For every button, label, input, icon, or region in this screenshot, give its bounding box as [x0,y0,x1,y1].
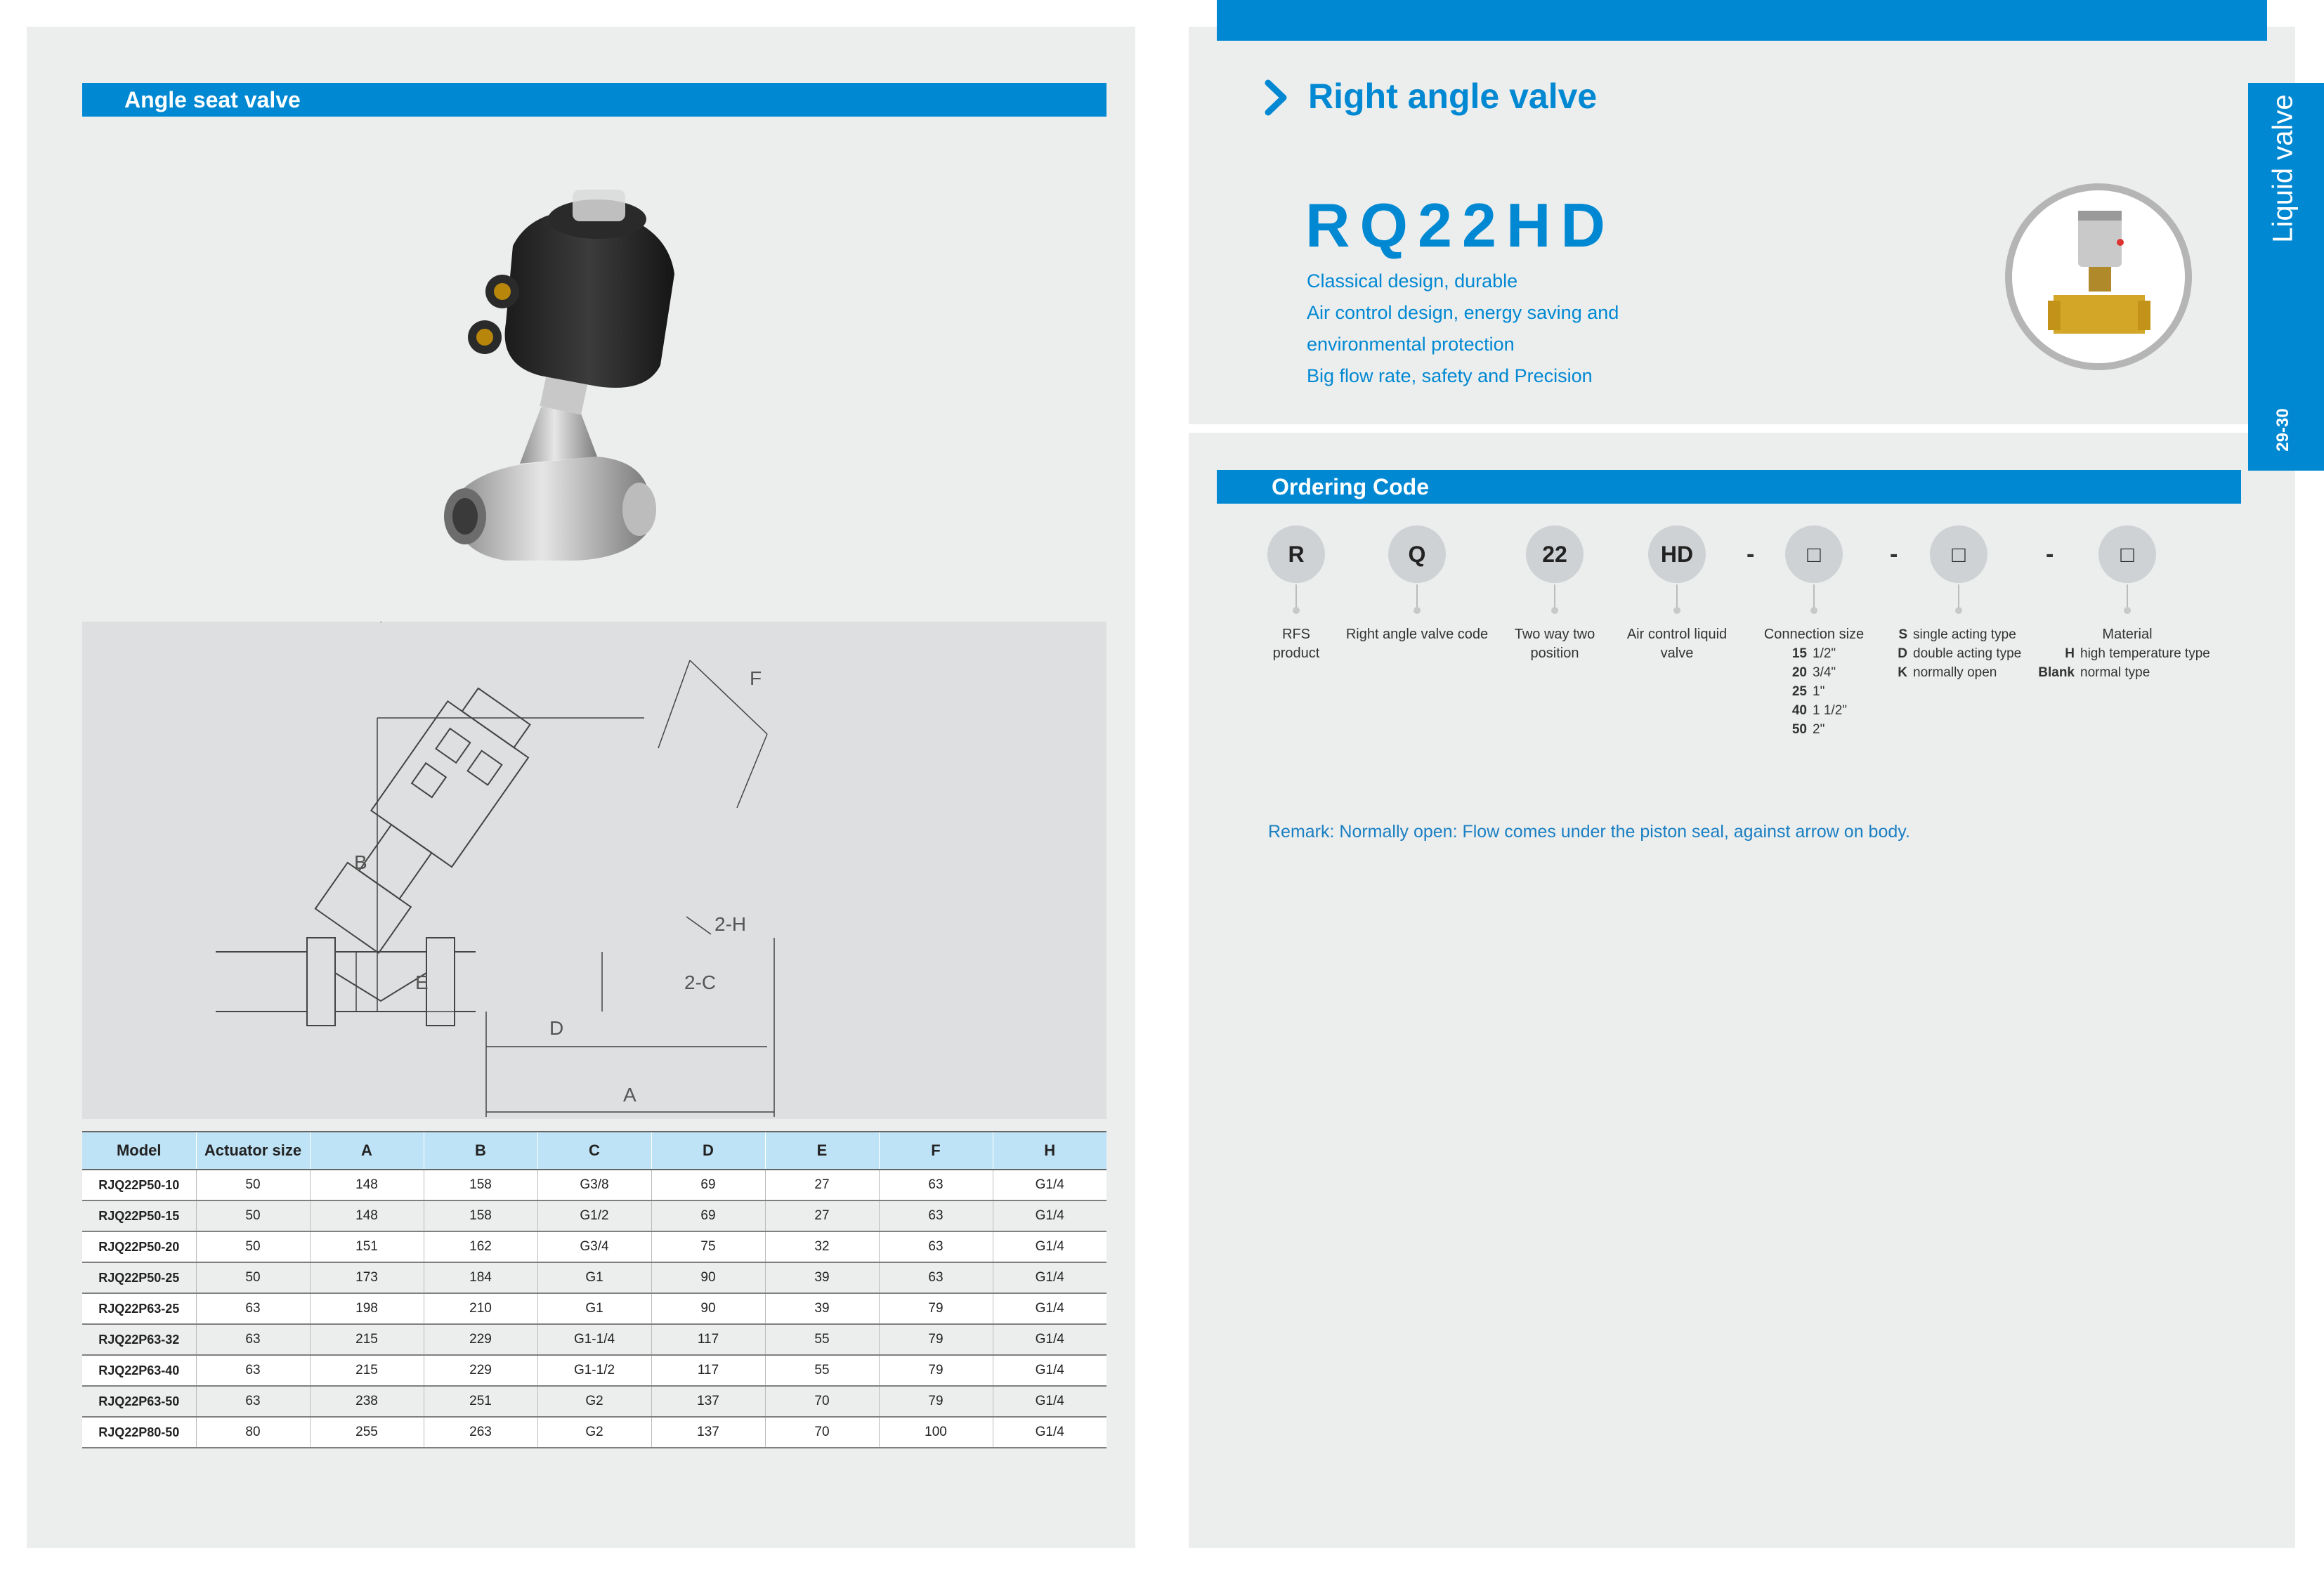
table-cell: G1/4 [993,1231,1106,1262]
table-row [82,1170,1106,1200]
column-header: A [310,1132,424,1170]
code-connector [1813,584,1815,611]
table-cell: 39 [765,1293,879,1324]
table-cell: RJQ22P50-10 [82,1170,196,1200]
table-row [82,1231,1106,1262]
table-cell: 39 [765,1262,879,1293]
table-cell: 63 [196,1324,310,1355]
option-value: 3/4" [1813,665,1836,680]
table-cell: 70 [765,1417,879,1448]
code-description: RFS product [1272,627,1320,661]
option-value: 1" [1813,684,1825,699]
remark-text: Remark: Normally open: Flow comes under the piston seal, against arrow on body. [1268,822,1910,842]
option-value: 1/2" [1813,646,1836,661]
feature-line: environmental protection [1307,334,1515,355]
acting-type-list [1878,625,2039,682]
table-cell: 158 [424,1170,537,1200]
table-cell: 251 [424,1386,537,1417]
product-thumbnail [2004,183,2193,371]
table-cell: G1/4 [993,1386,1106,1417]
code-connector [1958,584,1959,611]
table-cell: 63 [879,1231,993,1262]
dim-label-f: F [750,667,762,689]
table-cell: 50 [196,1170,310,1200]
table-cell: 79 [879,1293,993,1324]
column-header: Actuator size [196,1132,310,1170]
code-separator: - [1747,541,1755,568]
option-key: 50 [1791,722,1807,737]
column-header: C [537,1132,651,1170]
code-symbol: □ [1785,525,1843,583]
option-key: Blank [2038,665,2075,680]
table-cell: 158 [424,1200,537,1231]
dim-label-2c: 2-C [684,971,717,993]
column-header: H [993,1132,1106,1170]
table-cell: 63 [879,1200,993,1231]
table-cell: RJQ22P63-25 [82,1293,196,1324]
code-description: Connection size [1763,627,1865,642]
code-symbol: □ [1930,525,1987,583]
code-connector [2127,584,2128,611]
chevron-right-icon [1262,79,1291,117]
table-cell: G1/4 [993,1262,1106,1293]
option-row [1786,682,1895,701]
table-cell: G2 [537,1417,651,1448]
code-symbol: Q [1388,525,1446,583]
section-title: Right angle valve [1308,77,1598,116]
table-cell: 69 [651,1200,765,1231]
dimension-table [82,1131,1106,1448]
table-cell: 162 [424,1231,537,1262]
dim-label-2h: 2-H [714,913,747,935]
dim-label-d: D [549,1017,564,1039]
column-header: D [651,1132,765,1170]
table-cell: 184 [424,1262,537,1293]
option-key: H [2065,646,2075,661]
option-key: 15 [1791,646,1807,661]
table-cell: 79 [879,1355,993,1386]
table-cell: G1/2 [537,1200,651,1231]
column-header: E [765,1132,879,1170]
code-symbol: 22 [1526,525,1584,583]
code-description: Air control liquid valve [1626,627,1728,661]
table-cell: 32 [765,1231,879,1262]
code-item-connection-size [1733,525,1895,739]
option-key: 20 [1791,665,1807,680]
table-cell: 215 [310,1324,424,1355]
option-value: 1 1/2" [1813,703,1848,718]
table-row [82,1355,1106,1386]
table-cell: 69 [651,1170,765,1200]
table-cell: G1/4 [993,1324,1106,1355]
table-cell: G1/4 [993,1170,1106,1200]
option-row [1786,701,1895,720]
table-cell: 137 [651,1417,765,1448]
option-value: high temperature type [2080,646,2210,661]
page-number: 29-30 [2273,408,2292,452]
table-cell: 63 [879,1262,993,1293]
table-cell: 117 [651,1355,765,1386]
table-row [82,1417,1106,1448]
table-cell: G1 [537,1293,651,1324]
table-header-row [82,1132,1106,1170]
feature-line: Air control design, energy saving and [1307,302,1619,323]
code-separator: - [2046,541,2054,568]
connection-size-list [1733,644,1895,739]
table-cell: 255 [310,1417,424,1448]
table-cell: 55 [765,1324,879,1355]
table-cell: 263 [424,1417,537,1448]
table-cell: RJQ22P80-50 [82,1417,196,1448]
table-cell: 63 [196,1293,310,1324]
table-cell: 79 [879,1386,993,1417]
option-row [2032,663,2208,682]
table-cell: RJQ22P50-15 [82,1200,196,1231]
option-row [1893,644,2039,663]
table-cell: 151 [310,1231,424,1262]
table-row [82,1200,1106,1231]
code-description: Material [2102,627,2153,642]
table-cell: 63 [879,1170,993,1200]
material-list [2032,644,2208,682]
option-value: single acting type [1913,627,2016,642]
table-cell: RJQ22P63-40 [82,1355,196,1386]
angle-seat-valve-header: Angle seat valve [82,83,1106,117]
table-cell: G3/8 [537,1170,651,1200]
table-cell: 27 [765,1170,879,1200]
feature-line: Classical design, durable [1307,270,1518,292]
table-cell: 229 [424,1324,537,1355]
table-cell: 198 [310,1293,424,1324]
table-cell: 238 [310,1386,424,1417]
option-row [2032,644,2208,663]
table-row [82,1324,1106,1355]
table-cell: 90 [651,1293,765,1324]
table-cell: G1-1/4 [537,1324,651,1355]
code-symbol: □ [2098,525,2156,583]
table-cell: G2 [537,1386,651,1417]
table-cell: G1/4 [993,1355,1106,1386]
option-value: normal type [2080,665,2150,680]
table-cell: 137 [651,1386,765,1417]
table-cell: RJQ22P50-20 [82,1231,196,1262]
option-value: normally open [1913,665,1997,680]
code-connector [1416,584,1418,611]
ordering-code-header: Ordering Code [1217,470,2241,504]
table-cell: 70 [765,1386,879,1417]
column-header: Model [82,1132,196,1170]
table-cell: 229 [424,1355,537,1386]
code-item-material [2038,525,2210,682]
code-separator: - [1890,541,1898,568]
option-row [1893,663,2039,682]
table-cell: G3/4 [537,1231,651,1262]
code-symbol: R [1267,525,1325,583]
option-row [1786,720,1895,739]
table-cell: 90 [651,1262,765,1293]
column-header: B [424,1132,537,1170]
table-cell: 117 [651,1324,765,1355]
code-description: Two way two position [1514,627,1595,661]
option-key: 25 [1791,684,1807,699]
table-cell: 50 [196,1231,310,1262]
table-cell: G1/4 [993,1417,1106,1448]
table-cell: 50 [196,1262,310,1293]
table-cell: 210 [424,1293,537,1324]
dimension-drawing [82,622,1106,1119]
table-row [82,1293,1106,1324]
table-cell: 75 [651,1231,765,1262]
dim-label-a: A [623,1084,637,1106]
angle-seat-valve-photo [436,176,752,583]
code-connector [1676,584,1678,611]
table-cell: G1/4 [993,1293,1106,1324]
table-row [82,1262,1106,1293]
table-cell: RJQ22P63-50 [82,1386,196,1417]
table-cell: 27 [765,1200,879,1231]
option-value: double acting type [1913,646,2022,661]
option-key: 40 [1791,703,1807,718]
dim-label-b: B [354,851,367,873]
table-cell: 100 [879,1417,993,1448]
table-cell: 79 [879,1324,993,1355]
table-cell: 63 [196,1386,310,1417]
table-row [82,1386,1106,1417]
table-cell: 148 [310,1170,424,1200]
table-cell: RJQ22P63-32 [82,1324,196,1355]
option-row [1893,625,2039,644]
table-cell: G1 [537,1262,651,1293]
model-code: RQ22HD [1305,190,1615,260]
table-cell: 80 [196,1417,310,1448]
feature-line: Big flow rate, safety and Precision [1307,365,1593,386]
code-connector [1554,584,1555,611]
code-connector [1295,584,1297,611]
side-tab-label: Liquid valve [2267,94,2299,243]
table-cell: G1-1/2 [537,1355,651,1386]
option-key: S [1898,627,1907,642]
table-cell: RJQ22P50-25 [82,1262,196,1293]
option-key: D [1898,646,1907,661]
code-item-acting-type [1878,525,2039,682]
code-description: Right angle valve code [1345,627,1489,642]
table-cell: 215 [310,1355,424,1386]
table-cell: 55 [765,1355,879,1386]
dim-label-e: E [415,971,429,993]
table-cell: G1/4 [993,1200,1106,1231]
code-symbol: HD [1648,525,1706,583]
option-value: 2" [1813,722,1825,737]
option-key: K [1898,665,1907,680]
table-cell: 63 [196,1355,310,1386]
table-cell: 50 [196,1200,310,1231]
table-cell: 148 [310,1200,424,1231]
column-header: F [879,1132,993,1170]
top-accent-bar [1217,0,2267,41]
table-cell: 173 [310,1262,424,1293]
